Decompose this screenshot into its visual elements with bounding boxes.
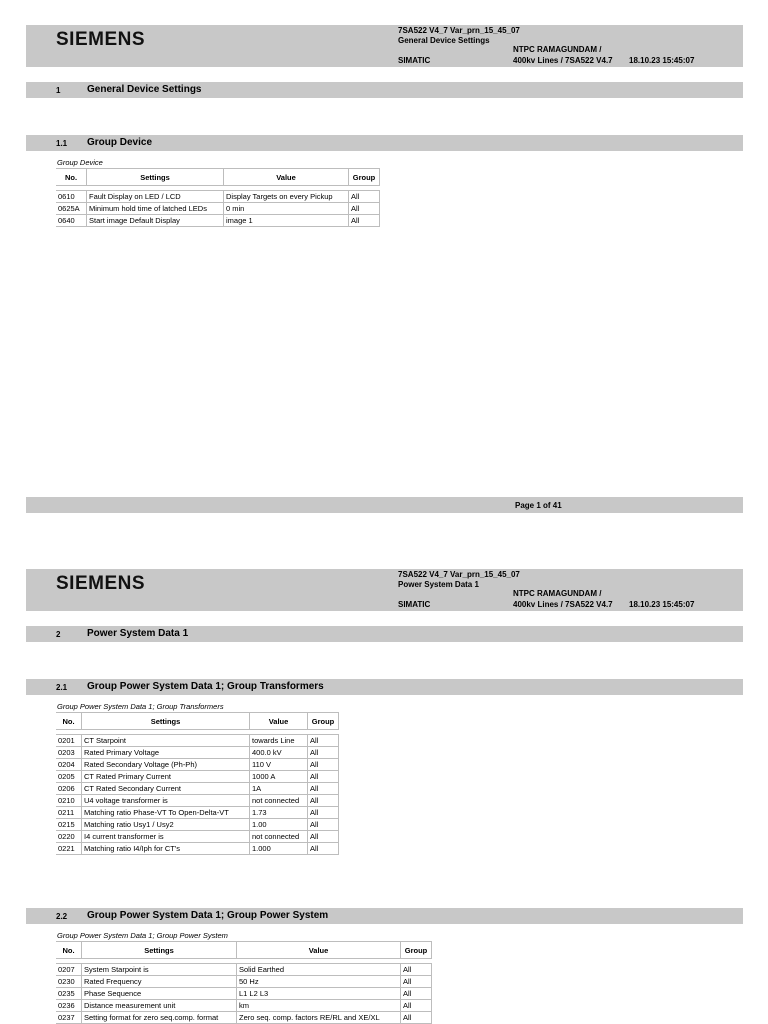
cell-setting: Fault Display on LED / LCD [87,191,224,203]
cell-group: All [401,1000,432,1012]
cell-value: not connected [250,831,308,843]
column-header-group: Group [308,713,339,730]
cell-group: All [308,843,339,855]
doc-section: Power System Data 1 [398,580,479,589]
cell-group: All [308,783,339,795]
table-row [56,988,432,1000]
doc-id: 7SA522 V4_7 Var_prn_15_45_07 [398,26,520,35]
table-row [56,807,339,819]
cell-setting: Start image Default Display [87,215,224,227]
cell-setting: Phase Sequence [82,988,237,1000]
cell-group: All [308,771,339,783]
table-row [56,203,380,215]
cell-setting: CT Starpoint [82,735,250,747]
subsection-heading [26,135,743,151]
cell-group: All [349,203,380,215]
table-header-row [56,942,432,959]
cell-value: Solid Earthed [237,964,401,976]
cell-setting: Rated Primary Voltage [82,747,250,759]
cell-value: 110 V [250,759,308,771]
cell-value: km [237,1000,401,1012]
cell-no: 0625A [56,203,87,215]
cell-group: All [401,1012,432,1024]
siemens-logo: SIEMENS [56,29,146,50]
cell-value: 1000 A [250,771,308,783]
table-row [56,759,339,771]
subsection-heading [26,908,743,924]
cell-value: towards Line [250,735,308,747]
column-header-value: Value [224,169,349,186]
cell-no: 0201 [56,735,82,747]
plant-name: NTPC RAMAGUNDAM / [513,589,602,598]
cell-group: All [401,988,432,1000]
table-row [56,1012,432,1024]
cell-group: All [401,964,432,976]
table-row [56,795,339,807]
cell-no: 0236 [56,1000,82,1012]
line-name: 400kv Lines / 7SA522 V4.7 [513,56,613,65]
cell-group: All [349,215,380,227]
settings-table [56,168,380,227]
page-number: Page 1 of 41 [515,501,562,510]
cell-setting: System Starpoint is [82,964,237,976]
cell-no: 0211 [56,807,82,819]
column-header-no: No. [56,169,87,186]
cell-group: All [308,795,339,807]
table-row [56,771,339,783]
cell-no: 0210 [56,795,82,807]
cell-group: All [308,735,339,747]
table-row [56,783,339,795]
cell-setting: Distance measurement unit [82,1000,237,1012]
table-row [56,191,380,203]
cell-setting: Matching ratio Usy1 / Usy2 [82,819,250,831]
table-row [56,976,432,988]
datetime: 18.10.23 15:45:07 [629,600,695,609]
section-heading [26,626,743,642]
cell-group: All [308,759,339,771]
column-header-no: No. [56,942,82,959]
cell-setting: I4 current transformer is [82,831,250,843]
doc-id: 7SA522 V4_7 Var_prn_15_45_07 [398,570,520,579]
subsection-title: Group Power System Data 1; Group Power System [87,910,329,921]
cell-value: 400.0 kV [250,747,308,759]
cell-no: 0610 [56,191,87,203]
table-caption: Group Power System Data 1; Group Transformers [57,702,224,711]
cell-setting: U4 voltage transformer is [82,795,250,807]
cell-value: Display Targets on every Pickup [224,191,349,203]
cell-setting: Matching ratio Phase-VT To Open-Delta-VT [82,807,250,819]
subsection-heading [26,679,743,695]
cell-no: 0220 [56,831,82,843]
cell-no: 0206 [56,783,82,795]
cell-no: 0203 [56,747,82,759]
section-number: 1 [56,86,61,95]
column-header-value: Value [237,942,401,959]
cell-setting: CT Rated Primary Current [82,771,250,783]
cell-no: 0640 [56,215,87,227]
cell-value: image 1 [224,215,349,227]
cell-no: 0235 [56,988,82,1000]
page-header [26,25,743,67]
page-header [26,569,743,611]
settings-table [56,712,339,855]
section-title: General Device Settings [87,84,202,95]
cell-value: 1.00 [250,819,308,831]
page-footer [26,497,743,513]
settings-table [56,941,432,1024]
cell-setting: Setting format for zero seq.comp. format [82,1012,237,1024]
cell-group: All [308,819,339,831]
column-header-settings: Settings [87,169,224,186]
table-header-row [56,713,339,730]
cell-no: 0237 [56,1012,82,1024]
column-header-value: Value [250,713,308,730]
table-row [56,735,339,747]
cell-no: 0205 [56,771,82,783]
cell-group: All [401,976,432,988]
table-row [56,843,339,855]
cell-no: 0215 [56,819,82,831]
subsection-number: 2.1 [56,683,68,692]
section-heading [26,82,743,98]
section-title: Power System Data 1 [87,628,189,639]
cell-no: 0204 [56,759,82,771]
cell-value: not connected [250,795,308,807]
column-header-group: Group [401,942,432,959]
line-name: 400kv Lines / 7SA522 V4.7 [513,600,613,609]
table-row [56,1000,432,1012]
table-header-row [56,169,380,186]
column-header-settings: Settings [82,942,237,959]
table-row [56,747,339,759]
system-name: SIMATIC [398,56,431,65]
cell-value: 50 Hz [237,976,401,988]
cell-group: All [308,807,339,819]
subsection-title: Group Power System Data 1; Group Transformers [87,681,324,692]
cell-group: All [308,831,339,843]
system-name: SIMATIC [398,600,431,609]
datetime: 18.10.23 15:45:07 [629,56,695,65]
table-row [56,831,339,843]
cell-no: 0221 [56,843,82,855]
siemens-logo: SIEMENS [56,573,146,594]
cell-setting: Rated Frequency [82,976,237,988]
column-header-group: Group [349,169,380,186]
plant-name: NTPC RAMAGUNDAM / [513,45,602,54]
cell-value: L1 L2 L3 [237,988,401,1000]
column-header-settings: Settings [82,713,250,730]
table-caption: Group Device [57,158,103,167]
cell-value: 1.000 [250,843,308,855]
cell-setting: Matching ratio I4/Iph for CT's [82,843,250,855]
subsection-title: Group Device [87,137,153,148]
section-number: 2 [56,630,61,639]
cell-setting: Minimum hold time of latched LEDs [87,203,224,215]
subsection-number: 1.1 [56,139,68,148]
table-row [56,819,339,831]
cell-value: Zero seq. comp. factors RE/RL and XE/XL [237,1012,401,1024]
cell-no: 0207 [56,964,82,976]
subsection-number: 2.2 [56,912,68,921]
table-row [56,964,432,976]
cell-value: 0 min [224,203,349,215]
column-header-no: No. [56,713,82,730]
cell-no: 0230 [56,976,82,988]
table-row [56,215,380,227]
cell-value: 1A [250,783,308,795]
cell-group: All [349,191,380,203]
cell-value: 1.73 [250,807,308,819]
table-caption: Group Power System Data 1; Group Power System [57,931,228,940]
cell-group: All [308,747,339,759]
doc-section: General Device Settings [398,36,490,45]
cell-setting: CT Rated Secondary Current [82,783,250,795]
cell-setting: Rated Secondary Voltage (Ph-Ph) [82,759,250,771]
